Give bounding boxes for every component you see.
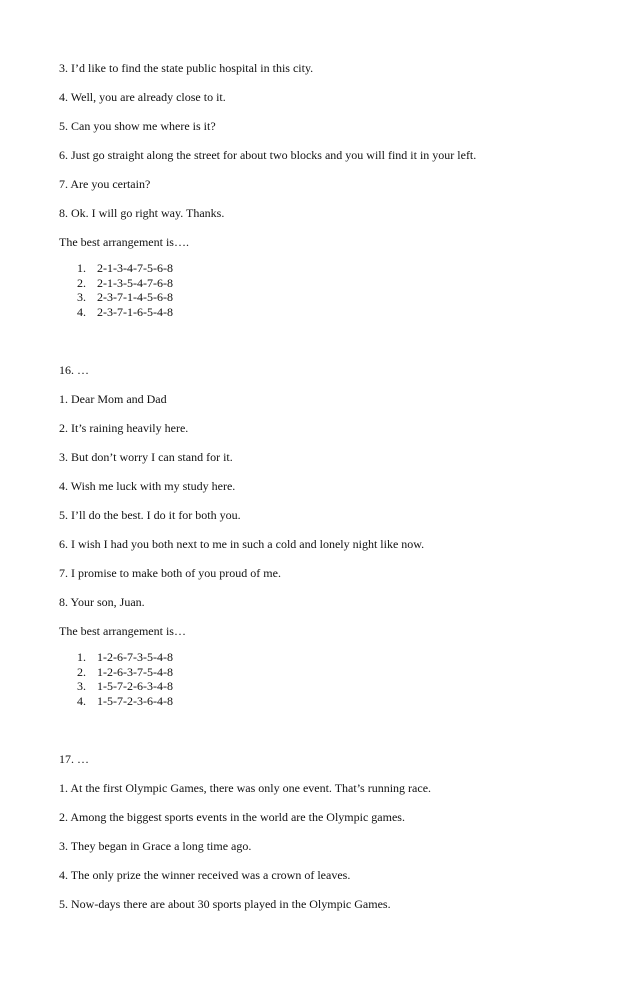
arrangement-prompt: The best arrangement is….: [59, 235, 189, 249]
option-text: 1-5-7-2-6-3-4-8: [97, 679, 173, 693]
option-text: 2-1-3-4-7-5-6-8: [97, 261, 173, 275]
question-heading: 17. …: [59, 752, 89, 766]
sentence: 8. Your son, Juan.: [59, 595, 145, 609]
sentence: 4. Wish me luck with my study here.: [59, 479, 236, 493]
answer-options: [59, 650, 619, 708]
spacer: [59, 708, 619, 743]
question-16: [59, 360, 619, 708]
answer-option: [59, 665, 619, 680]
option-number: 3.: [77, 679, 86, 693]
sentence: 6. Just go straight along the street for about two blocks and you will find it in your left.: [59, 148, 477, 162]
sentence: 2. It’s raining heavily here.: [59, 421, 189, 435]
option-text: 2-1-3-5-4-7-6-8: [97, 275, 173, 290]
option-number: 4.: [77, 693, 86, 708]
answer-option: [59, 650, 619, 665]
question-17: [59, 749, 619, 923]
answer-option: [59, 261, 619, 276]
answer-option: [59, 694, 619, 709]
answer-option: [59, 679, 619, 694]
sentence: 5. Can you show me where is it?: [59, 119, 216, 133]
option-text: 1-2-6-7-3-5-4-8: [97, 650, 173, 664]
option-number: 1.: [77, 261, 86, 275]
arrangement-prompt: The best arrangement is…: [59, 624, 186, 638]
option-text: 1-2-6-3-7-5-4-8: [97, 664, 173, 679]
sentence: 4. Well, you are already close to it.: [59, 90, 226, 104]
sentence: 7. I promise to make both of you proud of me.: [59, 566, 281, 580]
question-15: [59, 58, 619, 319]
document-page: [59, 58, 619, 923]
option-text: 2-3-7-1-6-5-4-8: [97, 304, 173, 319]
sentence: 4. The only prize the winner received was a crown of leaves.: [59, 868, 351, 882]
sentence: 8. Ok. I will go right way. Thanks.: [59, 206, 225, 220]
option-number: 2.: [77, 664, 86, 679]
option-number: 2.: [77, 275, 86, 290]
option-number: 3.: [77, 290, 86, 304]
sentence: 3. They began in Grace a long time ago.: [59, 839, 252, 853]
sentence: 7. Are you certain?: [59, 177, 151, 191]
sentence: 6. I wish I had you both next to me in such a cold and lonely night like now.: [59, 537, 425, 551]
answer-option: [59, 276, 619, 291]
sentence: 5. Now-days there are about 30 sports played in the Olympic Games.: [59, 897, 391, 911]
question-heading: 16. …: [59, 363, 89, 377]
option-number: 1.: [77, 650, 86, 664]
sentence: 3. But don’t worry I can stand for it.: [59, 450, 233, 464]
option-text: 1-5-7-2-3-6-4-8: [97, 693, 173, 708]
option-text: 2-3-7-1-4-5-6-8: [97, 290, 173, 304]
spacer: [59, 319, 619, 354]
option-number: 4.: [77, 304, 86, 319]
sentence: 3. I’d like to find the state public hospital in this city.: [59, 61, 314, 75]
sentence: 2. Among the biggest sports events in the world are the Olympic games.: [59, 810, 405, 824]
sentence: 1. Dear Mom and Dad: [59, 392, 167, 406]
answer-option: [59, 305, 619, 320]
sentence: 5. I’ll do the best. I do it for both you.: [59, 508, 241, 522]
answer-options: [59, 261, 619, 319]
answer-option: [59, 290, 619, 305]
sentence: 1. At the first Olympic Games, there was only one event. That’s running race.: [59, 781, 432, 795]
